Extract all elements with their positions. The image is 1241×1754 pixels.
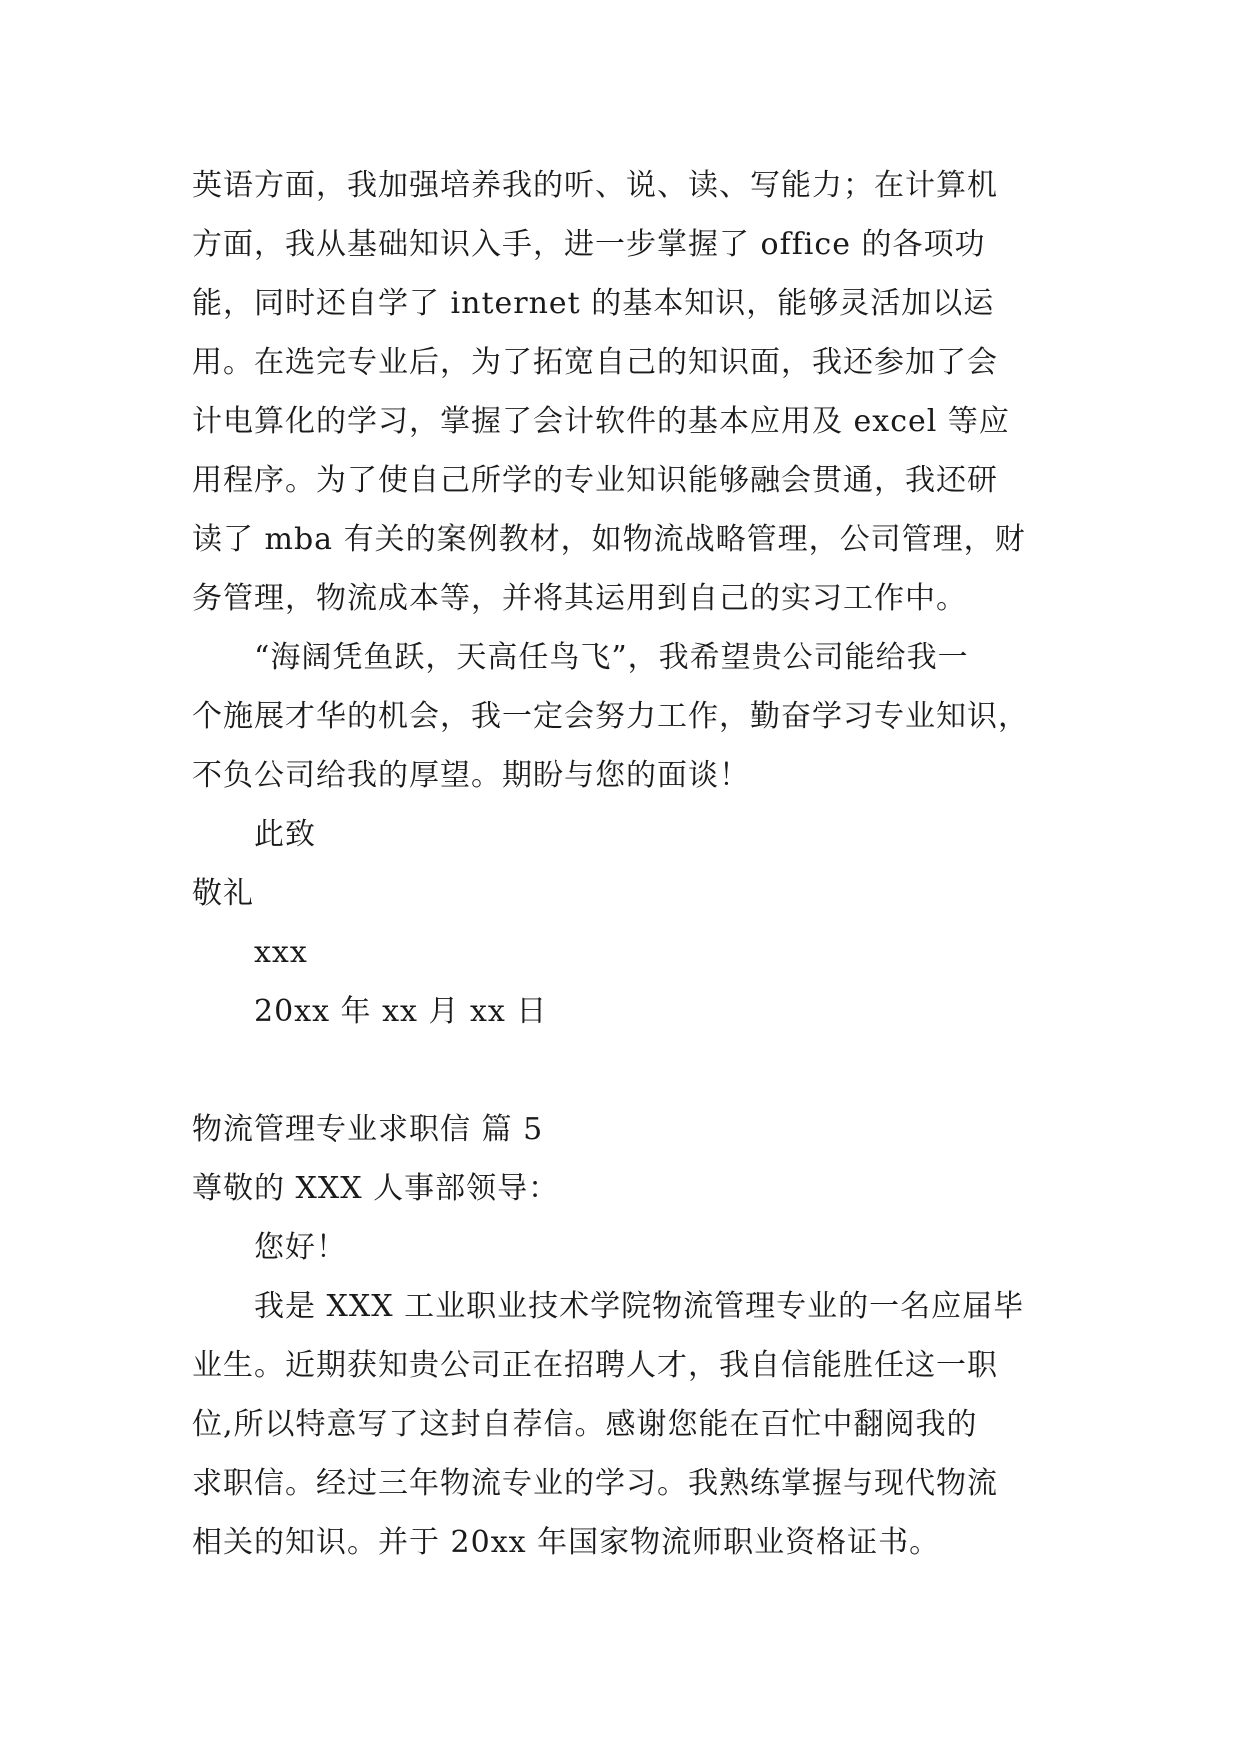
paragraph-line: 能，同时还自学了 internet 的基本知识，能够灵活加以运 [192,286,995,321]
paragraph-line: 我是 XXX 工业职业技术学院物流管理专业的一名应届毕 [254,1289,1025,1324]
continuation-paragraph [192,156,1092,628]
document-body [192,156,1092,1572]
paragraph-line: “海阔凭鱼跃，天高任鸟飞”，我希望贵公司能给我一 [254,640,969,675]
paragraph-line: 用。在选完专业后，为了拓宽自己的知识面，我还参加了会 [192,345,998,380]
paragraph-line: 相关的知识。并于 20xx 年国家物流师职业资格证书。 [192,1525,941,1560]
paragraph-line: 求职信。经过三年物流专业的学习。我熟练掌握与现代物流 [192,1466,998,1501]
paragraph-line: 个施展才华的机会，我一定会努力工作，勤奋学习专业知识， [192,699,1029,734]
paragraph-line: 务管理，物流成本等，并将其运用到自己的实习工作中。 [192,581,967,616]
valediction-line-1: 此致 [254,817,316,852]
salutation: 尊敬的 XXX 人事部领导： [192,1171,560,1206]
valediction-line-2: 敬礼 [192,876,254,911]
section-heading: 物流管理专业求职信 篇 5 [192,1112,544,1147]
paragraph-line: 计电算化的学习，掌握了会计软件的基本应用及 excel 等应 [192,404,1010,439]
blank-line [192,1041,1092,1100]
paragraph-line: 用程序。为了使自己所学的专业知识能够融会贯通，我还研 [192,463,998,498]
paragraph-line: 位,所以特意写了这封自荐信。感谢您能在百忙中翻阅我的 [192,1407,978,1442]
paragraph-line: 英语方面，我加强培养我的听、说、读、写能力；在计算机 [192,168,998,203]
letter-date: 20xx 年 xx 月 xx 日 [254,994,548,1029]
paragraph-line: 方面，我从基础知识入手，进一步掌握了 office 的各项功 [192,227,986,262]
closing-paragraph [192,628,1092,805]
intro-paragraph [192,1277,1092,1572]
paragraph-line: 读了 mba 有关的案例教材，如物流战略管理，公司管理，财 [192,522,1026,557]
paragraph-line: 不负公司给我的厚望。期盼与您的面谈！ [192,758,750,793]
paragraph-line: 业生。近期获知贵公司正在招聘人才，我自信能胜任这一职 [192,1348,998,1383]
greeting: 您好！ [254,1230,347,1265]
signature: xxx [254,935,308,970]
